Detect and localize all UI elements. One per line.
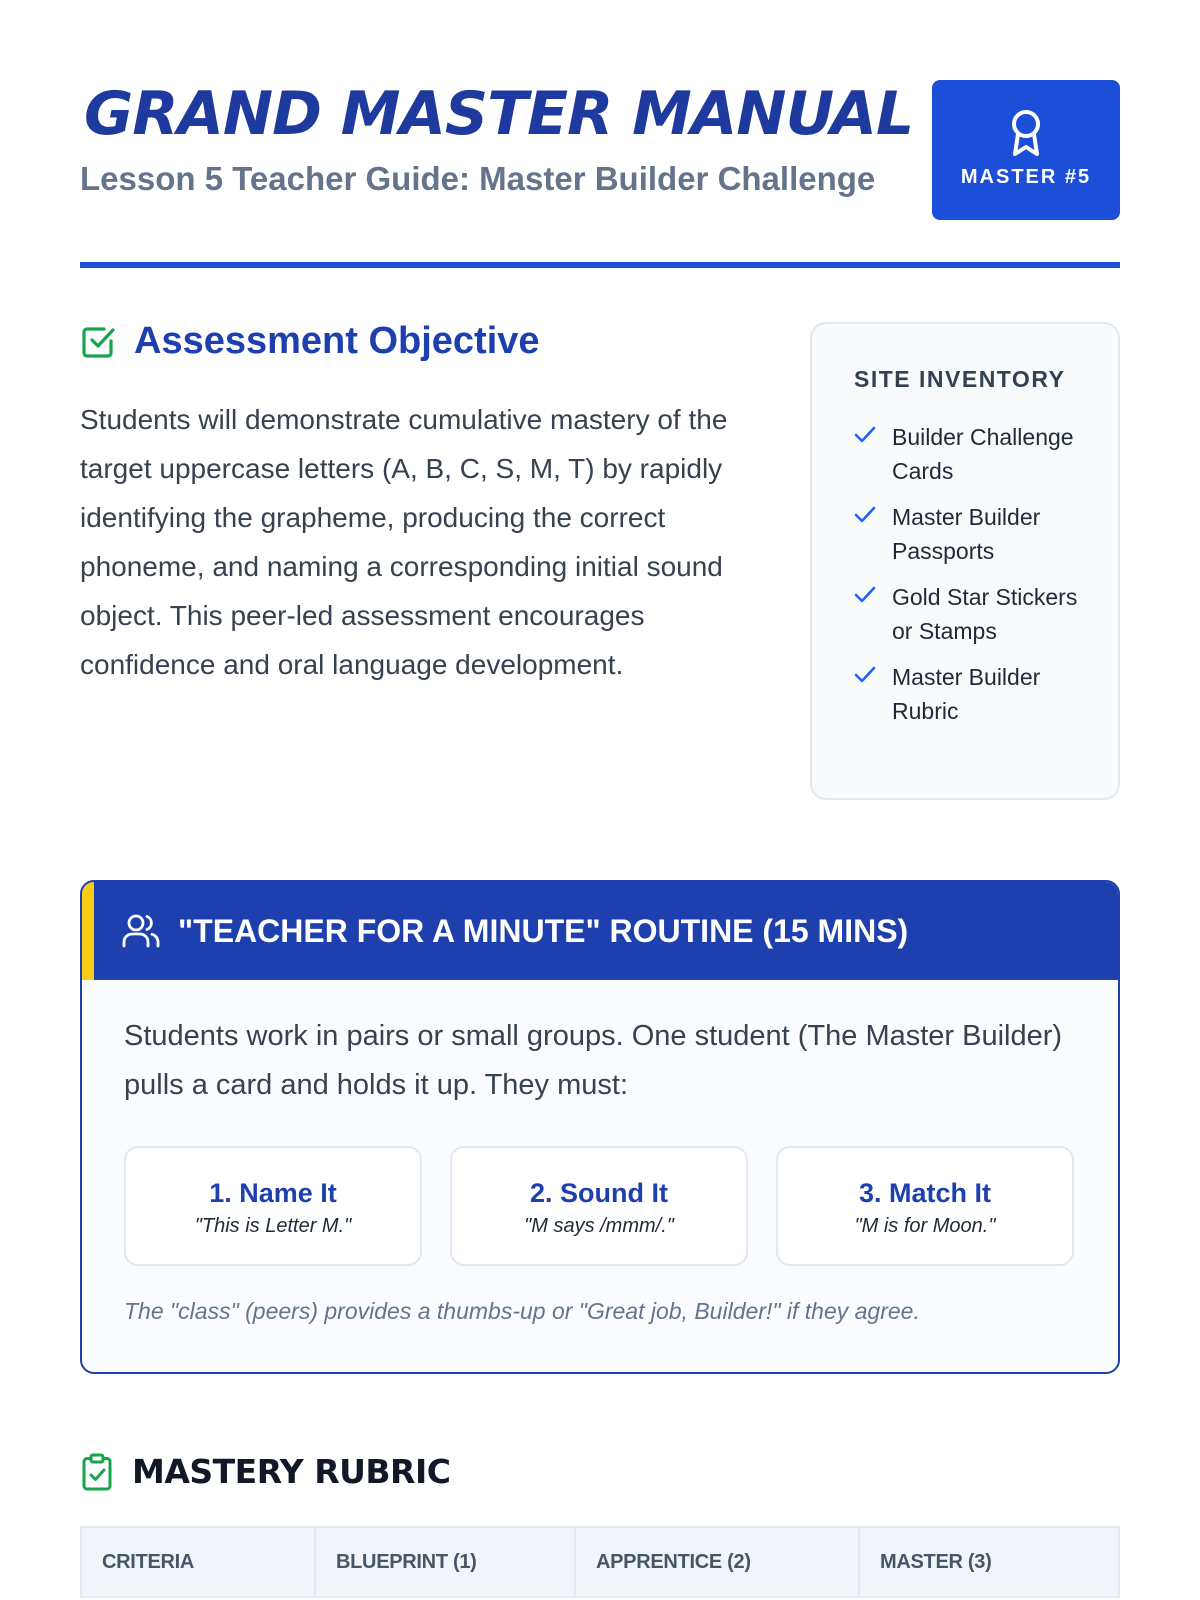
routine-steps bbox=[124, 1146, 1080, 1266]
rubric-title: MASTERY RUBRIC bbox=[132, 1452, 451, 1491]
routine-intro: Students work in pairs or small groups. One student (The Master Builder) pulls a card and holds it up. They must: bbox=[124, 1020, 1063, 1101]
inventory-item-label: Gold Star Stickers or Stamps bbox=[892, 584, 1078, 644]
step-quote: "M says /mmm/." bbox=[524, 1215, 674, 1237]
inventory-list bbox=[854, 420, 1094, 740]
list-item bbox=[854, 660, 1094, 728]
check-icon bbox=[854, 504, 876, 526]
rubric-header bbox=[80, 1452, 450, 1491]
list-item bbox=[854, 420, 1094, 488]
inventory-item-label: Master Builder Passports bbox=[892, 504, 1041, 564]
check-icon bbox=[854, 664, 876, 686]
list-item bbox=[854, 500, 1094, 568]
header-divider bbox=[80, 262, 1120, 268]
badge-label: MASTER #5 bbox=[960, 166, 1092, 188]
step-card-name-it bbox=[124, 1146, 422, 1266]
check-square-icon bbox=[80, 324, 116, 360]
routine-title: "TEACHER FOR A MINUTE" ROUTINE (15 MINS) bbox=[178, 912, 909, 949]
routine-header bbox=[82, 882, 1118, 980]
table-header-row bbox=[81, 1527, 1119, 1597]
page-title: GRAND MASTER MANUAL bbox=[84, 79, 914, 149]
lesson-badge bbox=[932, 80, 1120, 220]
routine-note: The "class" (peers) provides a thumbs-up or "Great job, Builder!" if they agree. bbox=[124, 1298, 920, 1324]
list-item bbox=[854, 580, 1094, 648]
objective-section bbox=[80, 320, 770, 689]
clipboard-check-icon bbox=[80, 1453, 114, 1491]
page-subtitle: Lesson 5 Teacher Guide: Master Builder Challenge bbox=[80, 160, 876, 197]
column-header-master: MASTER (3) bbox=[859, 1527, 1119, 1597]
users-icon bbox=[122, 914, 160, 948]
inventory-item-label: Master Builder Rubric bbox=[892, 664, 1041, 724]
step-title: 2. Sound It bbox=[530, 1178, 668, 1208]
step-title: 1. Name It bbox=[209, 1178, 337, 1208]
column-header-criteria: CRITERIA bbox=[81, 1527, 315, 1597]
step-card-sound-it bbox=[450, 1146, 748, 1266]
check-icon bbox=[854, 584, 876, 606]
objective-title: Assessment Objective bbox=[134, 320, 540, 362]
award-icon bbox=[1008, 108, 1044, 158]
rubric-table bbox=[80, 1526, 1120, 1598]
column-header-apprentice: APPRENTICE (2) bbox=[575, 1527, 859, 1597]
step-title: 3. Match It bbox=[858, 1178, 992, 1208]
site-inventory-card bbox=[810, 322, 1120, 800]
objective-text: Students will demonstrate cumulative mastery of the target uppercase letters (A, B, C, S, M, T) by rapidly identifying the grapheme, producing the correct phoneme, and naming a corresponding initial sound object. This peer-led assessment encourages confidence and oral language development. bbox=[80, 404, 728, 680]
step-card-match-it bbox=[776, 1146, 1074, 1266]
routine-card bbox=[80, 880, 1120, 1374]
step-quote: "This is Letter M." bbox=[194, 1215, 352, 1237]
check-icon bbox=[854, 424, 876, 446]
inventory-title: SITE INVENTORY bbox=[854, 366, 1066, 392]
inventory-item-label: Builder Challenge Cards bbox=[892, 424, 1074, 484]
column-header-blueprint: BLUEPRINT (1) bbox=[315, 1527, 575, 1597]
step-quote: "M is for Moon." bbox=[854, 1215, 996, 1237]
header bbox=[80, 80, 1120, 220]
